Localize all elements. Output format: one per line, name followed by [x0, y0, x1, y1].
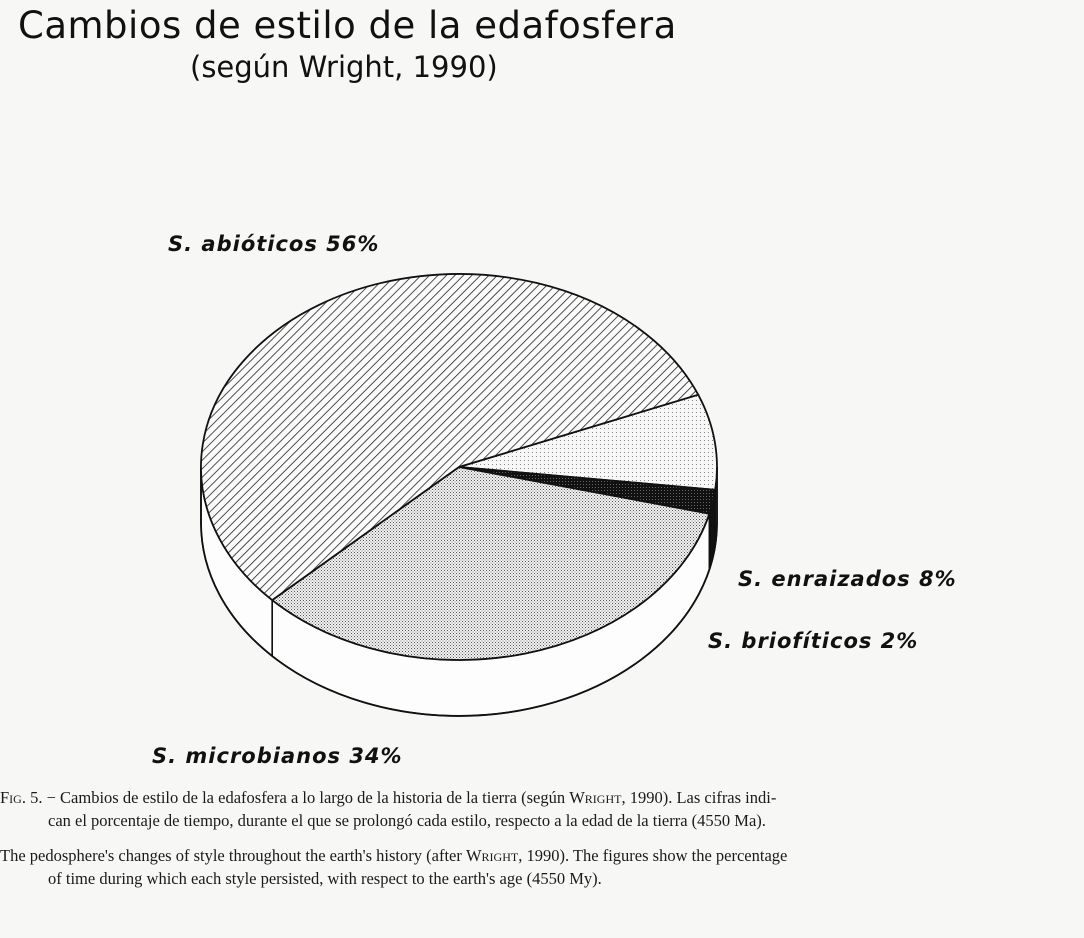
- caption-es-line2: can el porcentaje de tiempo, durante el que se prolongó cada estilo, respecto a la edad de la tierra (4550 Ma).: [48, 811, 766, 830]
- label-microbianos: S. microbianos 34%: [152, 744, 403, 768]
- caption-en-line1: The pedosphere's changes of style throughout the earth's history (after Wright, 1990). The figures show the percentage: [0, 846, 788, 865]
- figure-caption-en: [0, 844, 1060, 890]
- label-abioticos: S. abióticos 56%: [168, 232, 380, 256]
- label-enraizados: S. enraizados 8%: [738, 567, 957, 591]
- caption-es-line1: Fig. 5. − Cambios de estilo de la edafosfera a lo largo de la historia de la tierra (según Wright, 1990). Las cifras indi-: [0, 788, 777, 807]
- chart-title: Cambios de estilo de la edafosfera: [18, 4, 677, 47]
- chart-subtitle: (según Wright, 1990): [190, 50, 498, 84]
- figure-caption-es: [0, 786, 1060, 832]
- label-brioficos: S. briofíticos 2%: [708, 629, 919, 653]
- caption-en-line2: of time during which each style persisted, with respect to the earth's age (4550 My).: [48, 869, 602, 888]
